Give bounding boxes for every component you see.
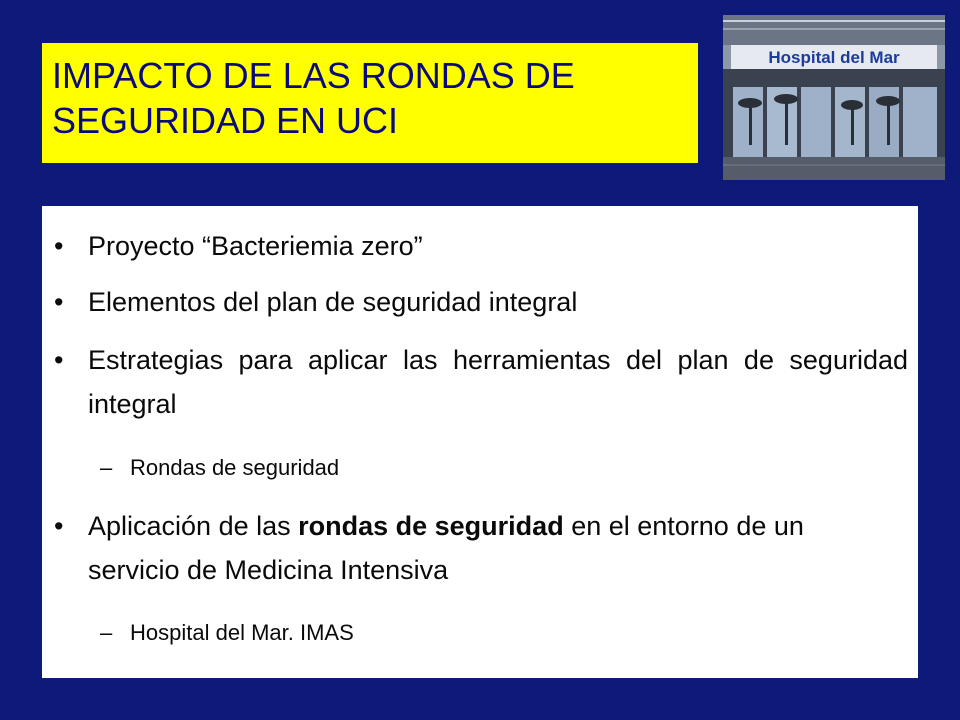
bullet-item [54, 224, 423, 268]
bullet-text: Elementos del plan de seguridad integral [88, 287, 578, 317]
bullet-text: Estrategias para aplicar las herramientas del plan de seguridad integral [88, 345, 908, 419]
sub-bullet-text: Hospital del Mar. IMAS [130, 620, 354, 645]
dash-icon: – [100, 620, 113, 645]
bullet-item [54, 504, 848, 592]
sub-bullet-item [100, 453, 340, 483]
sub-bullet-text: Rondas de seguridad [130, 455, 340, 480]
bullet-text: Proyecto “Bacteriemia zero” [88, 231, 423, 261]
sub-bullet-item [100, 618, 354, 648]
bullet-item [54, 338, 908, 426]
bullet-text-post: en el entorno de un servicio de Medicina Intensiva [88, 511, 804, 585]
bullet-icon: • [54, 287, 64, 317]
bullet-icon: • [54, 345, 64, 375]
content-box [42, 206, 918, 678]
hospital-photo [723, 15, 945, 180]
title-box [42, 43, 698, 163]
bullet-text-pre: Aplicación de las [88, 511, 299, 541]
bullet-text-bold: rondas de seguridad [298, 511, 564, 541]
bullet-item [54, 280, 578, 324]
bullet-icon: • [54, 231, 64, 261]
slide-title: IMPACTO DE LAS RONDAS DE SEGURIDAD EN UCI [52, 55, 575, 141]
dash-icon: – [100, 455, 113, 480]
hospital-photo-image [723, 15, 945, 180]
photo-sign-text: Hospital del Mar [768, 48, 900, 67]
bullet-icon: • [54, 511, 64, 541]
